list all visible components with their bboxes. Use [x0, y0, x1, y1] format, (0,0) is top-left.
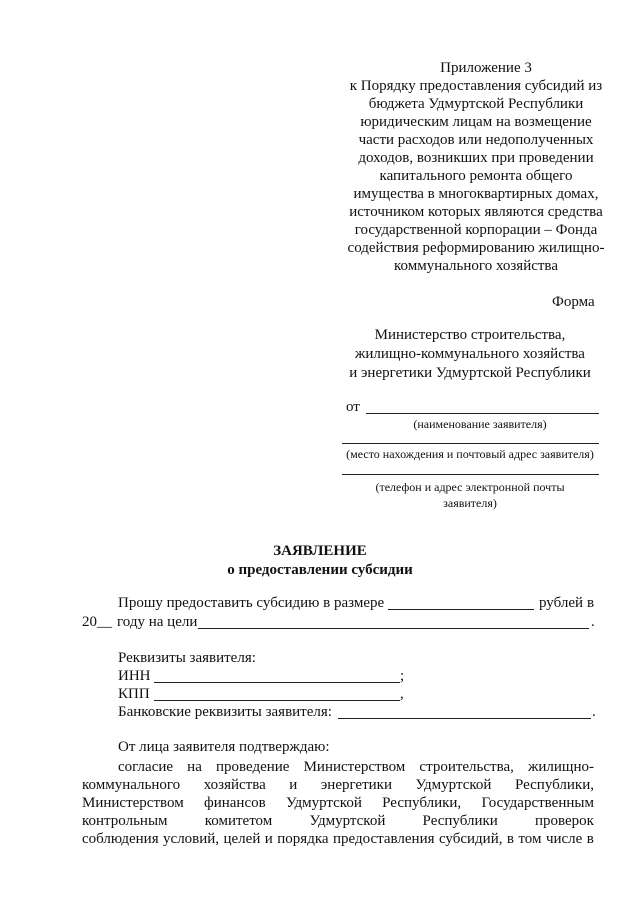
appendix-line: коммунального хозяйства: [394, 258, 558, 274]
word: Республики: [422, 813, 498, 829]
appendix-line: части расходов или недополученных: [358, 132, 594, 148]
inn-end: ;: [400, 668, 405, 684]
word: числе: [545, 831, 583, 847]
word: согласие: [118, 759, 174, 775]
recipient-line: жилищно-коммунального хозяйства: [355, 346, 585, 362]
purpose-field[interactable]: [198, 628, 589, 629]
word: Министерством: [303, 759, 406, 775]
kpp-end: ,: [400, 686, 404, 702]
word: Республики,: [514, 777, 594, 793]
form-label: Форма: [552, 294, 595, 310]
address-field[interactable]: [342, 443, 599, 444]
request-in: в: [587, 595, 595, 611]
appendix-line: доходов, возникших при проведении: [358, 150, 594, 166]
word: и: [289, 777, 298, 793]
from-label: от: [346, 399, 360, 415]
inn-label: ИНН: [118, 668, 151, 684]
bank-label: Банковские реквизиты заявителя:: [118, 704, 332, 720]
word: проверок: [534, 813, 594, 829]
confirm-row: [82, 829, 594, 849]
word: коммунального: [82, 777, 181, 793]
confirm-row: [82, 775, 594, 795]
word: целей: [223, 831, 261, 847]
bank-end: .: [592, 704, 596, 720]
applicant-name-field[interactable]: [366, 413, 599, 414]
subsidy-amount-field[interactable]: [388, 609, 534, 610]
recipient-line: Министерство строительства,: [374, 327, 566, 343]
appendix-line: к Порядку предоставления субсидий из: [349, 78, 603, 94]
kpp-label: КПП: [118, 686, 150, 702]
appendix-line: имущества в многоквартирных домах,: [353, 186, 599, 202]
appendix-line: капитального ремонта общего: [379, 168, 573, 184]
appendix-line: государственной корпорации – Фонда: [354, 222, 598, 238]
word: в: [586, 831, 594, 847]
bank-field[interactable]: [338, 718, 591, 719]
word: и: [264, 831, 273, 847]
rubles-label: рублей: [539, 595, 584, 611]
appendix-line: бюджета Удмуртской Республики: [368, 96, 584, 112]
confirm-title: От лица заявителя подтверждаю:: [118, 739, 330, 755]
confirm-row: [82, 793, 594, 813]
contacts-field[interactable]: [342, 474, 599, 475]
word: в: [506, 831, 514, 847]
word: Удмуртской: [285, 795, 362, 811]
word: условий,: [163, 831, 220, 847]
word: соблюдения: [82, 831, 159, 847]
word: Государственным: [481, 795, 594, 811]
appendix-line: юридическим лицам на возмещение: [360, 114, 592, 130]
word: субсидий,: [438, 831, 503, 847]
word: строительства,: [419, 759, 514, 775]
purpose-end: .: [591, 614, 595, 630]
word: Министерством: [82, 795, 184, 811]
confirm-row: [118, 757, 594, 777]
word: Республики,: [382, 795, 462, 811]
word: комитетом: [204, 813, 273, 829]
word: том: [518, 831, 542, 847]
appendix-title: Приложение 3: [440, 60, 532, 76]
applicant-name-caption: (наименование заявителя): [413, 417, 547, 431]
word: энергетики: [320, 777, 392, 793]
document-subtitle: о предоставлении субсидии: [227, 562, 413, 578]
appendix-line: источником которых являются средства: [349, 204, 603, 220]
kpp-field[interactable]: [154, 700, 400, 701]
word: предоставления: [332, 831, 435, 847]
word: контрольным: [82, 813, 168, 829]
confirm-row: [82, 811, 594, 831]
requisites-title: Реквизиты заявителя:: [118, 650, 256, 666]
address-caption: (место нахождения и почтовый адрес заявителя): [346, 447, 594, 461]
contacts-caption: (телефон и адрес электронной почты: [375, 480, 565, 494]
document-title: ЗАЯВЛЕНИЕ: [273, 543, 367, 559]
year-field[interactable]: 20__: [82, 614, 112, 630]
recipient-line: и энергетики Удмуртской Республики: [349, 365, 591, 381]
word: порядка: [277, 831, 329, 847]
inn-field[interactable]: [154, 682, 400, 683]
word: Удмуртской: [415, 777, 492, 793]
contacts-caption: заявителя): [443, 496, 497, 510]
word: жилищно-: [528, 759, 594, 775]
word: хозяйства: [203, 777, 266, 793]
word: финансов: [203, 795, 266, 811]
word: на: [187, 759, 202, 775]
word: проведение: [215, 759, 290, 775]
appendix-line: содействия реформированию жилищно-: [347, 240, 605, 256]
year-tail-label: году на цели: [117, 614, 198, 630]
word: Удмуртской: [309, 813, 386, 829]
request-text: Прошу предоставить субсидию в размере: [118, 595, 385, 611]
